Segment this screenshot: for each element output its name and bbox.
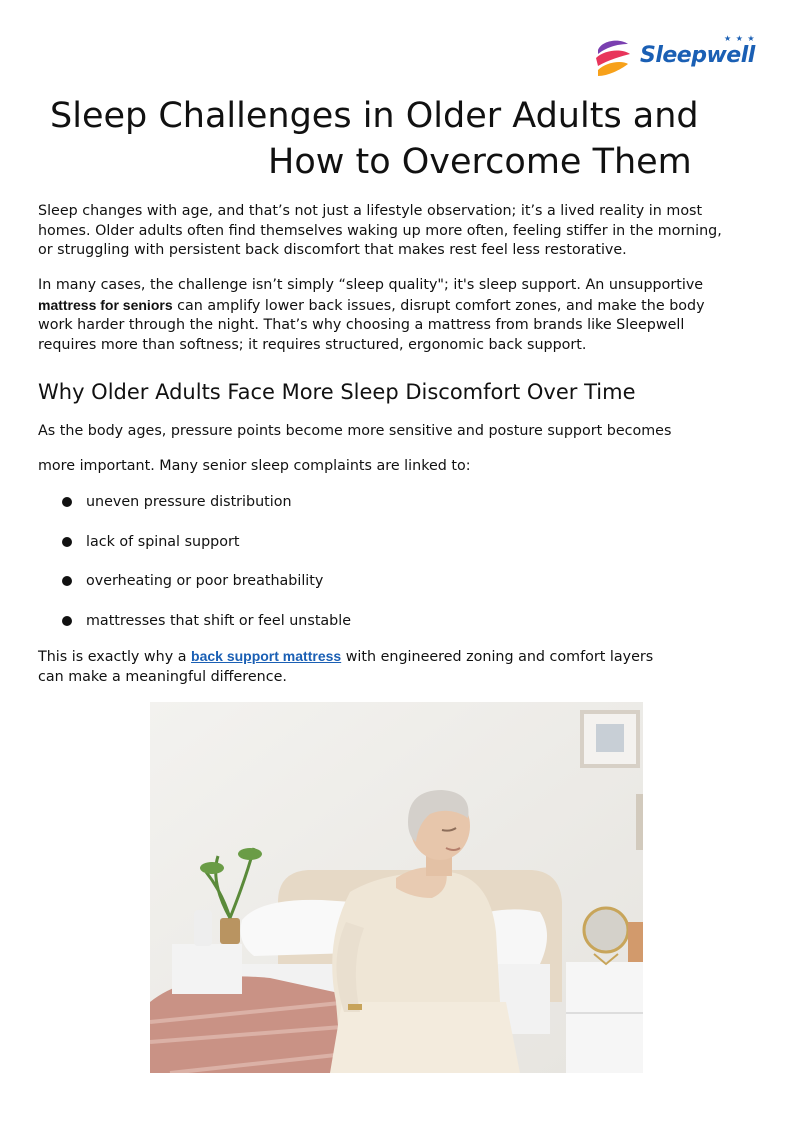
senior-woman-back-pain-photo [150,702,643,1073]
page-title-line-2: How to Overcome Them [268,142,692,182]
logo-stars: ★ ★ ★ [724,34,756,43]
bullet-icon [62,497,72,507]
complaints-list [62,493,662,651]
bedroom-scene-illustration [150,702,643,1073]
logo-wordmark: Sleepwell [640,43,755,68]
intro-paragraph-2 [38,276,738,355]
list-item-text: mattresses that shift or feel unstable [86,612,352,629]
closing-paragraph-end: can make a meaningful difference. [38,668,287,685]
list-item [62,493,662,533]
section-heading: Why Older Adults Face More Sleep Discomfort Over Time [38,380,636,404]
list-item-text: uneven pressure distribution [86,494,292,510]
list-item-text: lack of spinal support [86,533,240,550]
bullet-icon [62,537,72,547]
sleepwell-logo[interactable] [594,34,756,80]
list-item-text: overheating or poor breathability [86,573,324,589]
mattress-for-seniors-keyword: mattress for seniors [38,296,173,313]
list-item [62,533,662,573]
section-intro-line-2: more important. Many senior sleep complaints are linked to: [38,458,471,474]
bullet-icon [62,576,72,586]
bullet-icon [62,616,72,626]
list-item [62,612,662,652]
intro-paragraph-2-start: In many cases, the challenge isn’t simply “sleep quality"; it's sleep support. An unsupportive [38,277,704,293]
back-support-mattress-link[interactable]: back support mattress [191,648,342,664]
closing-paragraph-middle: with engineered zoning and comfort layers [341,649,654,665]
intro-paragraph-2-end: can amplify lower back issues, disrupt comfort zones, and make the body work harder through the night. That’s why choosing a mattress from brands like Sleepwell requires more than softness; it requires structured, ergonomic back support. [38,297,705,353]
list-item [62,572,662,612]
page-title-line-1: Sleep Challenges in Older Adults and [50,96,699,136]
intro-paragraph-1: Sleep changes with age, and that’s not just a lifestyle observation; it’s a lived reality in most homes. Older adults often find themselves waking up more often, feeling stiffer in the morning, or struggling with persistent back discomfort that makes rest feel less restorative. [38,203,722,258]
page-title [40,93,740,185]
section-intro-line-1: As the body ages, pressure points become more sensitive and posture support becomes [38,423,672,439]
closing-paragraph-start: This is exactly why a [38,649,192,665]
closing-paragraph [38,647,738,687]
sleepwell-logo-mark-icon [594,38,634,80]
